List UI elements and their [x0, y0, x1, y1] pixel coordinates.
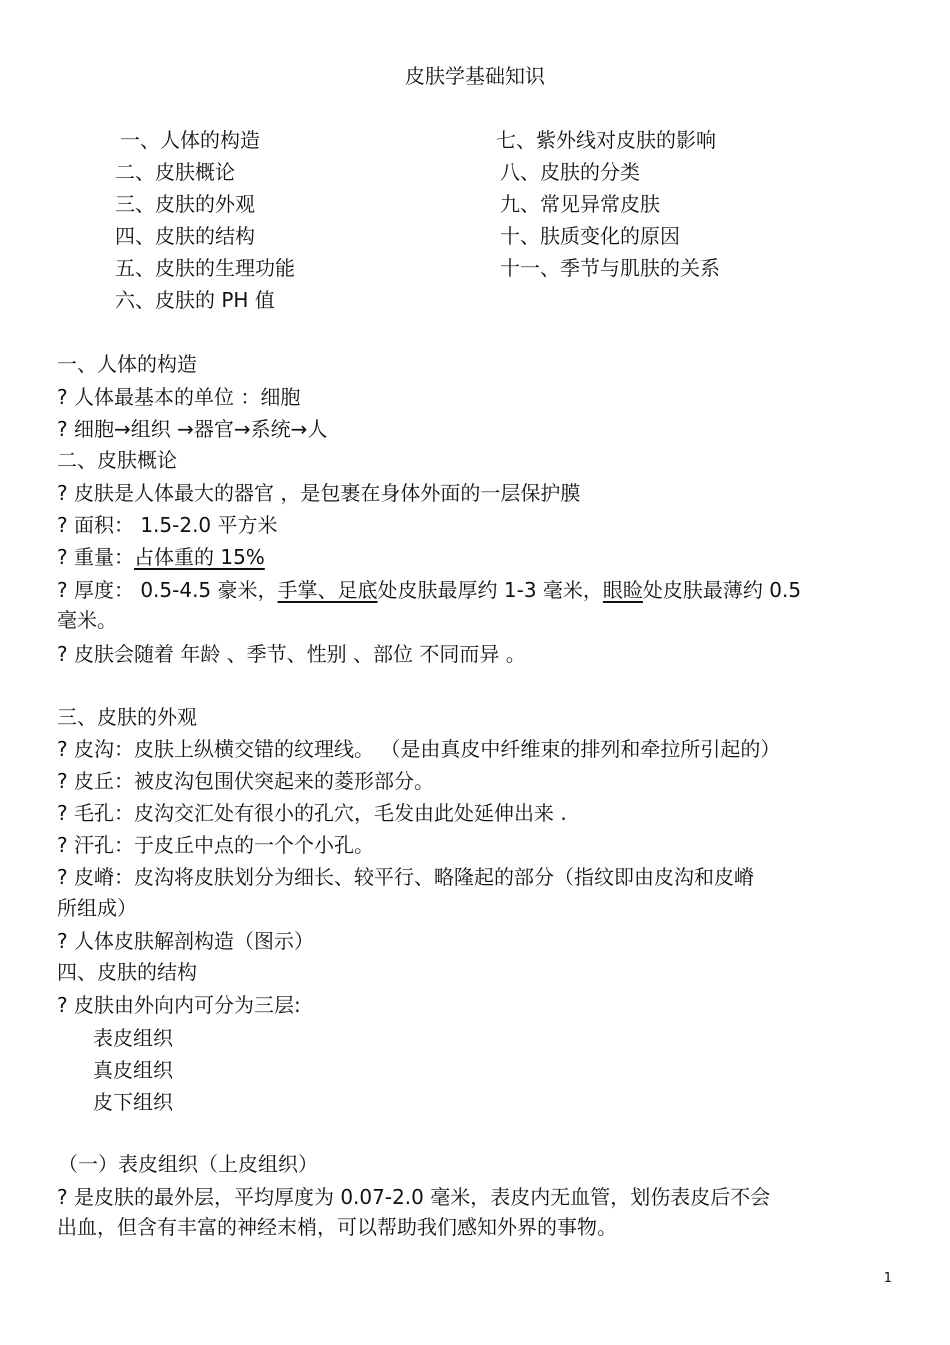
section-heading-2: 二、皮肤概论 [57, 448, 177, 472]
page-number: 1 [883, 1271, 892, 1286]
paragraph-continuation: 出血，但含有丰富的神经末梢，可以帮助我们感知外界的事物。 [57, 1215, 617, 1239]
toc-item-11: 十一、季节与肌肤的关系 [500, 256, 720, 280]
toc-item-10: 十、肤质变化的原因 [500, 224, 680, 248]
underlined-text: 眼睑 [602, 578, 643, 602]
section-heading-1: 一、人体的构造 [57, 352, 197, 376]
paragraph: ? 皮沟：皮肤上纵横交错的纹理线。 （是由真皮中纤维束的排列和牵拉所引起的） [57, 737, 781, 761]
toc-item-5: 五、皮肤的生理功能 [115, 256, 295, 280]
layer-item: 皮下组织 [93, 1090, 173, 1114]
paragraph-weight [57, 543, 265, 571]
paragraph: ? 皮丘：被皮沟包围伏突起来的菱形部分。 [57, 769, 434, 793]
paragraph: ? 细胞→组织 →器官→系统→人 [57, 417, 328, 441]
paragraph-thickness [57, 576, 801, 604]
toc-item-3: 三、皮肤的外观 [115, 192, 255, 216]
paragraph: ? 毛孔：皮沟交汇处有很小的孔穴，毛发由此处延伸出来 . [57, 801, 567, 825]
paragraph: ? 是皮肤的最外层，平均厚度为 0.07-2.0 毫米，表皮内无血管，划伤表皮后不会 [57, 1185, 771, 1209]
toc-item-7: 七、紫外线对皮肤的影响 [496, 128, 716, 152]
toc-item-2: 二、皮肤概论 [115, 160, 235, 184]
paragraph: ? 汗孔：于皮丘中点的一个个小孔。 [57, 833, 374, 857]
paragraph: ? 人体最基本的单位 ：细胞 [57, 385, 301, 409]
paragraph: ? 面积： 1.5-2.0 平方米 [57, 513, 278, 537]
paragraph: ? 皮肤由外向内可分为三层: [57, 993, 301, 1017]
section-heading-3: 三、皮肤的外观 [57, 705, 197, 729]
toc-item-9: 九、常见异常皮肤 [500, 192, 660, 216]
paragraph-continuation: 毫米。 [57, 608, 117, 632]
section-heading-4: 四、皮肤的结构 [57, 960, 197, 984]
toc-item-6: 六、皮肤的 PH 值 [115, 288, 275, 312]
paragraph: ? 皮肤会随着 年龄 、季节、性别 、部位 不同而异 。 [57, 642, 526, 666]
underlined-text: 手掌、足底 [277, 578, 378, 602]
layer-item: 真皮组织 [93, 1058, 173, 1082]
toc-item-1: 一、人体的构造 [120, 128, 260, 152]
text-run: ? 重量： [57, 545, 134, 569]
layer-item: 表皮组织 [93, 1026, 173, 1050]
underlined-text: 占体重的 15% [133, 545, 265, 569]
text-run: 处皮肤最厚约 1-3 毫米， [377, 578, 603, 602]
document-title: 皮肤学基础知识 [405, 64, 545, 88]
paragraph: ? 皮嵴：皮沟将皮肤划分为细长、较平行、略隆起的部分（指纹即由皮沟和皮嵴 [57, 865, 754, 889]
paragraph: ? 人体皮肤解剖构造（图示） [57, 929, 314, 953]
text-run: ? 厚度： 0.5-4.5 豪米， [57, 578, 278, 602]
paragraph-continuation: 所组成） [57, 896, 137, 920]
paragraph: ? 皮肤是人体最大的器官 ，是包裹在身体外面的一层保护膜 [57, 481, 581, 505]
subsection-heading: （一）表皮组织（上皮组织） [58, 1152, 318, 1176]
toc-item-8: 八、皮肤的分类 [500, 160, 640, 184]
text-run: 处皮肤最薄约 0.5 [642, 578, 802, 602]
toc-item-4: 四、皮肤的结构 [115, 224, 255, 248]
